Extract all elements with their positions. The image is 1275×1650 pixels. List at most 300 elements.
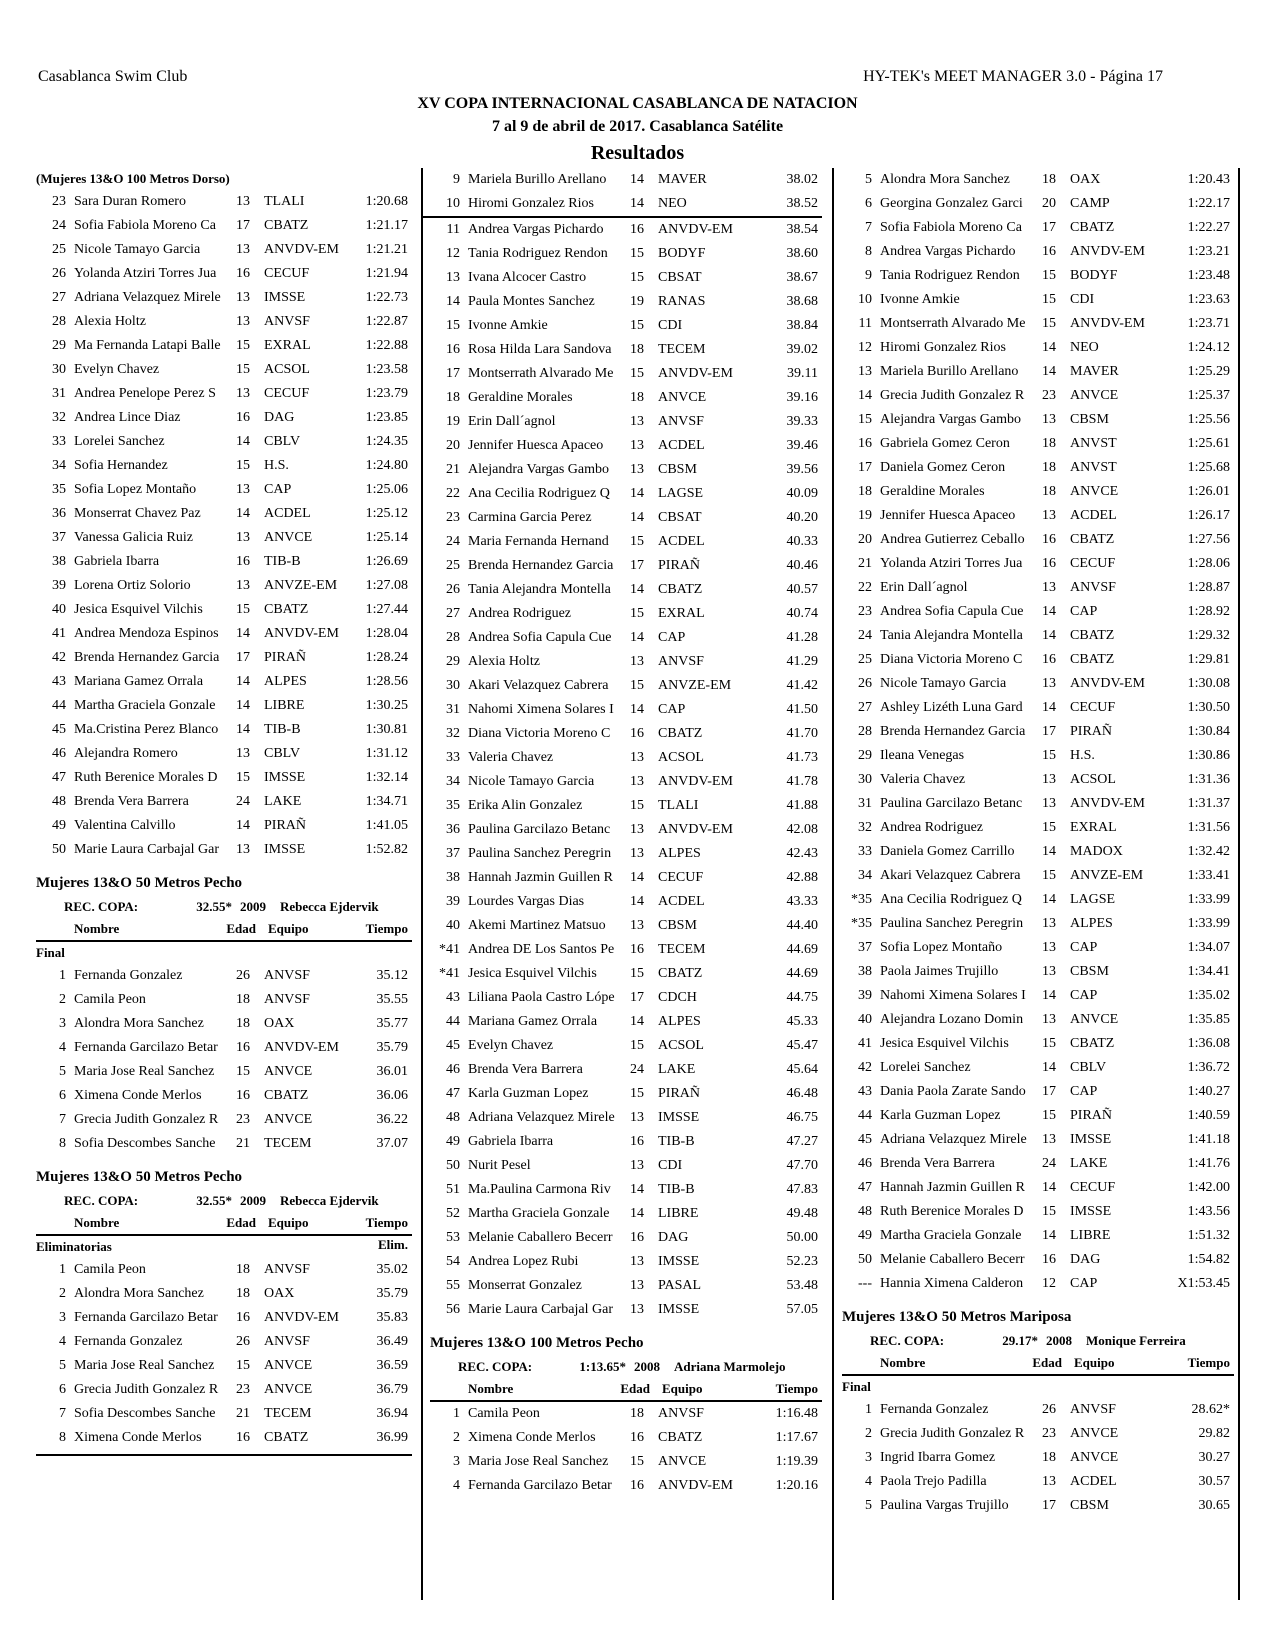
team: ALPES	[658, 1014, 701, 1029]
swimmer-name: Hannia Ximena Calderon	[880, 1276, 1024, 1291]
time: 1:29.81	[1187, 652, 1230, 667]
age: 14	[630, 630, 644, 645]
pecho-100-results-cont	[842, 168, 1234, 1296]
swimmer-name: Melanie Caballero Becerr	[468, 1230, 613, 1245]
age: 18	[1042, 460, 1056, 475]
result-row	[36, 598, 412, 622]
result-row	[842, 936, 1234, 960]
time: 1:52.82	[365, 842, 408, 857]
result-row	[430, 722, 822, 746]
time: 1:42.00	[1187, 1180, 1230, 1195]
age: 13	[630, 1110, 644, 1125]
age: 23	[1042, 1426, 1056, 1441]
swimmer-name: Alejandra Romero	[74, 746, 178, 761]
team: LIBRE	[1070, 1228, 1111, 1243]
team: TIB-B	[264, 554, 301, 569]
place: 52	[446, 1206, 460, 1221]
place: 32	[446, 726, 460, 741]
time: 36.22	[376, 1112, 408, 1127]
age: 13	[630, 438, 644, 453]
dorso-100-results	[36, 190, 412, 862]
time: 40.20	[786, 510, 818, 525]
age: 14	[630, 196, 644, 211]
time: 1:30.81	[365, 722, 408, 737]
team: TLALI	[264, 194, 305, 209]
swimmer-name: Sofia Fabiola Moreno Ca	[880, 220, 1022, 235]
time: 46.75	[786, 1110, 818, 1125]
place: 4	[59, 1040, 66, 1055]
team: ANVDV-EM	[1070, 796, 1145, 811]
team: MAVER	[658, 172, 707, 187]
time: 1:26.17	[1187, 508, 1230, 523]
result-row	[430, 986, 822, 1010]
header-tiempo: Tiempo	[775, 1381, 818, 1396]
column-headers	[36, 918, 412, 942]
place: 46	[52, 746, 66, 761]
team: EXRAL	[264, 338, 311, 353]
age: 16	[630, 942, 644, 957]
team: BODYF	[1070, 268, 1118, 283]
team: ANVDV-EM	[264, 242, 339, 257]
place: 22	[446, 486, 460, 501]
team: BODYF	[658, 246, 706, 261]
swimmer-name: Brenda Hernandez Garcia	[880, 724, 1026, 739]
place: 6	[59, 1382, 66, 1397]
age: 13	[236, 578, 250, 593]
age: 18	[630, 1406, 644, 1421]
time: 41.29	[786, 654, 818, 669]
club-name: Casablanca Swim Club	[38, 68, 188, 85]
place: 15	[446, 318, 460, 333]
age: 20	[1042, 196, 1056, 211]
place: 1	[59, 968, 66, 983]
time: 41.73	[786, 750, 818, 765]
results-column-2	[430, 168, 822, 1498]
age: 21	[236, 1406, 250, 1421]
time: 41.88	[786, 798, 818, 813]
result-row	[430, 362, 822, 386]
place: 14	[858, 388, 872, 403]
time: 40.09	[786, 486, 818, 501]
record-label: REC. COPA:	[64, 899, 139, 914]
age: 17	[1042, 724, 1056, 739]
time: 1:35.02	[1187, 988, 1230, 1003]
result-row	[430, 338, 822, 362]
age: 15	[236, 338, 250, 353]
result-row	[36, 1378, 412, 1402]
result-row	[36, 550, 412, 574]
team: ANVCE	[1070, 1012, 1119, 1027]
result-row	[842, 504, 1234, 528]
age: 14	[630, 870, 644, 885]
time: 1:25.68	[1187, 460, 1230, 475]
result-row	[36, 334, 412, 358]
place: 16	[858, 436, 872, 451]
result-row	[36, 964, 412, 988]
place: 6	[865, 196, 872, 211]
place: 28	[446, 630, 460, 645]
place: 35	[446, 798, 460, 813]
age: 18	[630, 390, 644, 405]
team: ANVDV-EM	[1070, 676, 1145, 691]
team: CBATZ	[264, 218, 309, 233]
age: 16	[630, 222, 644, 237]
swimmer-name: Nurit Pesel	[468, 1158, 531, 1173]
time: 1:25.12	[365, 506, 408, 521]
time: 39.46	[786, 438, 818, 453]
age: 13	[630, 1302, 644, 1317]
age: 24	[1042, 1156, 1056, 1171]
team: ANVDV-EM	[1070, 316, 1145, 331]
place: 27	[858, 700, 872, 715]
result-row	[430, 938, 822, 962]
swimmer-name: Ana Cecilia Rodriguez Q	[468, 486, 610, 501]
result-row	[430, 1274, 822, 1298]
place: 16	[446, 342, 460, 357]
time: 1:27.56	[1187, 532, 1230, 547]
place: 33	[52, 434, 66, 449]
record-holder: Rebecca Ejdervik	[280, 1193, 379, 1208]
age: 13	[1042, 676, 1056, 691]
team: PIRAÑ	[658, 558, 701, 573]
time: 1:22.17	[1187, 196, 1230, 211]
swimmer-name: Paulina Garcilazo Betanc	[468, 822, 611, 837]
team: ANVCE	[658, 390, 707, 405]
swimmer-name: Maria Jose Real Sanchez	[74, 1358, 215, 1373]
swimmer-name: Ivonne Amkie	[468, 318, 548, 333]
team: ANVSF	[264, 968, 310, 983]
result-row	[842, 720, 1234, 744]
swimmer-name: Fernanda Garcilazo Betar	[74, 1310, 218, 1325]
age: 16	[1042, 532, 1056, 547]
place: *41	[439, 942, 460, 957]
software-page-label: HY-TEK's MEET MANAGER 3.0 - Página 17	[863, 68, 1163, 85]
swimmer-name: Grecia Judith Gonzalez R	[880, 388, 1025, 403]
age: 15	[1042, 820, 1056, 835]
place: 49	[446, 1134, 460, 1149]
place: 55	[446, 1278, 460, 1293]
time: 1:34.71	[365, 794, 408, 809]
team: CBATZ	[1070, 628, 1115, 643]
team: LAKE	[658, 1062, 696, 1077]
team: ACDEL	[658, 894, 705, 909]
team: CAP	[1070, 988, 1098, 1003]
place: 31	[52, 386, 66, 401]
time: 1:30.50	[1187, 700, 1230, 715]
time: 1:24.35	[365, 434, 408, 449]
team: ALPES	[658, 846, 701, 861]
age: 16	[630, 1230, 644, 1245]
result-row	[36, 1108, 412, 1132]
place: 29	[52, 338, 66, 353]
result-row	[430, 314, 822, 338]
team: ANVSF	[264, 1334, 310, 1349]
result-row	[36, 574, 412, 598]
result-row	[842, 1224, 1234, 1248]
team: CBSM	[658, 918, 697, 933]
swimmer-name: Tania Rodriguez Rendon	[468, 246, 608, 261]
place: 10	[858, 292, 872, 307]
swimmer-name: Jesica Esquivel Vilchis	[880, 1036, 1009, 1051]
place: 2	[453, 1430, 460, 1445]
result-row	[842, 1470, 1234, 1494]
result-row	[36, 382, 412, 406]
time: 38.02	[786, 172, 818, 187]
result-row	[842, 1176, 1234, 1200]
place: 41	[52, 626, 66, 641]
team: LAGSE	[658, 486, 704, 501]
team: CAP	[1070, 940, 1098, 955]
team: LAKE	[264, 794, 302, 809]
place: 36	[446, 822, 460, 837]
swimmer-name: Brenda Hernandez Garcia	[468, 558, 614, 573]
result-row	[842, 528, 1234, 552]
swimmer-name: Alejandra Vargas Gambo	[880, 412, 1021, 427]
swimmer-name: Montserrath Alvarado Me	[880, 316, 1026, 331]
time: 41.70	[786, 726, 818, 741]
event-title: Mujeres 13&O 100 Metros Pecho	[430, 1335, 644, 1351]
place: 25	[52, 242, 66, 257]
result-row	[430, 1474, 822, 1498]
column-divider-1	[421, 168, 423, 1600]
result-row	[842, 1446, 1234, 1470]
time: 35.02	[376, 1262, 408, 1277]
time: 35.79	[376, 1040, 408, 1055]
result-row	[842, 1200, 1234, 1224]
swimmer-name: Fernanda Gonzalez	[880, 1402, 989, 1417]
age: 17	[630, 990, 644, 1005]
event-title: Mujeres 13&O 50 Metros Pecho	[36, 875, 243, 891]
swimmer-name: Hiromi Gonzalez Rios	[880, 340, 1006, 355]
team: ANVDV-EM	[264, 1040, 339, 1055]
result-row	[842, 1080, 1234, 1104]
place: 38	[446, 870, 460, 885]
place: 32	[52, 410, 66, 425]
result-row	[430, 1226, 822, 1250]
place: 4	[453, 1478, 460, 1493]
result-row	[842, 1056, 1234, 1080]
age: 13	[630, 1254, 644, 1269]
team: ANVZE-EM	[658, 678, 732, 693]
result-row	[36, 1330, 412, 1354]
time: 38.52	[786, 196, 818, 211]
age: 17	[630, 558, 644, 573]
time: 1:36.08	[1187, 1036, 1230, 1051]
swimmer-name: Karla Guzman Lopez	[468, 1086, 589, 1101]
result-row	[430, 1034, 822, 1058]
team: ANVCE	[264, 1358, 313, 1373]
result-row	[430, 674, 822, 698]
age: 15	[1042, 868, 1056, 883]
swimmer-name: Daniela Gomez Carrillo	[880, 844, 1015, 859]
place: 3	[865, 1450, 872, 1465]
swimmer-name: Sofia Descombes Sanche	[74, 1406, 216, 1421]
swimmer-name: Ruth Berenice Morales D	[74, 770, 218, 785]
swimmer-name: Geraldine Morales	[468, 390, 573, 405]
swimmer-name: Maria Jose Real Sanchez	[74, 1064, 215, 1079]
team: CAP	[658, 630, 686, 645]
time: 1:33.41	[1187, 868, 1230, 883]
time: 1:41.76	[1187, 1156, 1230, 1171]
swimmer-name: Paola Jaimes Trujillo	[880, 964, 999, 979]
time: 1:25.61	[1187, 436, 1230, 451]
age: 13	[1042, 940, 1056, 955]
age: 16	[236, 1430, 250, 1445]
event-pecho-50-final	[36, 870, 412, 1156]
record-label: REC. COPA:	[64, 1193, 139, 1208]
age: 16	[1042, 244, 1056, 259]
team: MAVER	[1070, 364, 1119, 379]
place: 5	[59, 1358, 66, 1373]
result-row	[430, 746, 822, 770]
result-row	[430, 410, 822, 434]
age: 14	[236, 506, 250, 521]
place: 9	[865, 268, 872, 283]
team: CBLV	[264, 434, 301, 449]
result-row	[36, 790, 412, 814]
team: CBATZ	[1070, 220, 1115, 235]
age: 15	[630, 1454, 644, 1469]
age: 21	[236, 1136, 250, 1151]
swimmer-name: Mariana Gamez Orrala	[468, 1014, 598, 1029]
place: 2	[59, 1286, 66, 1301]
place: 7	[59, 1406, 66, 1421]
header-tiempo: Tiempo	[1187, 1355, 1230, 1370]
time: 45.33	[786, 1014, 818, 1029]
result-row	[842, 1422, 1234, 1446]
result-row	[430, 698, 822, 722]
place: 19	[446, 414, 460, 429]
swimmer-name: Evelyn Chavez	[468, 1038, 554, 1053]
age: 13	[1042, 1132, 1056, 1147]
age: 15	[630, 318, 644, 333]
age: 18	[630, 342, 644, 357]
team: CDI	[1070, 292, 1095, 307]
age: 14	[1042, 1228, 1056, 1243]
result-row	[842, 888, 1234, 912]
age: 13	[630, 750, 644, 765]
time: 1:22.87	[365, 314, 408, 329]
age: 26	[1042, 1402, 1056, 1417]
result-row	[36, 1402, 412, 1426]
time: 1:26.69	[365, 554, 408, 569]
record-year: 2009	[240, 899, 266, 914]
age: 13	[630, 414, 644, 429]
result-row	[36, 1282, 412, 1306]
record-line	[36, 1190, 412, 1212]
team: CBATZ	[658, 1430, 703, 1445]
result-row	[842, 1248, 1234, 1272]
swimmer-name: Lourdes Vargas Dias	[468, 894, 585, 909]
team: PIRAÑ	[264, 818, 307, 833]
swimmer-name: Geraldine Morales	[880, 484, 985, 499]
team: IMSSE	[658, 1254, 700, 1269]
time: 36.94	[376, 1406, 408, 1421]
age: 17	[236, 650, 250, 665]
place: 26	[858, 676, 872, 691]
swimmer-name: Daniela Gomez Ceron	[880, 460, 1006, 475]
age: 14	[1042, 364, 1056, 379]
time: 39.11	[787, 366, 818, 381]
swimmer-name: Andrea Sofia Capula Cue	[468, 630, 612, 645]
time: 1:26.01	[1187, 484, 1230, 499]
age: 15	[236, 602, 250, 617]
place: 50	[52, 842, 66, 857]
age: 18	[1042, 172, 1056, 187]
time: 1:17.67	[775, 1430, 818, 1445]
record-label: REC. COPA:	[870, 1333, 945, 1348]
team: ANVDV-EM	[264, 626, 339, 641]
time: 57.05	[786, 1302, 818, 1317]
swimmer-name: Fernanda Garcilazo Betar	[74, 1040, 218, 1055]
team: IMSSE	[264, 290, 306, 305]
swimmer-name: Nahomi Ximena Solares I	[880, 988, 1026, 1003]
age: 14	[1042, 628, 1056, 643]
section-title: Resultados	[590, 142, 685, 164]
team: EXRAL	[1070, 820, 1117, 835]
swimmer-name: Mariela Burillo Arellano	[880, 364, 1019, 379]
result-row	[842, 600, 1234, 624]
record-line	[36, 896, 412, 918]
place: 3	[59, 1016, 66, 1031]
team: CBSM	[658, 462, 697, 477]
place: 12	[858, 340, 872, 355]
place: 19	[858, 508, 872, 523]
team: CBATZ	[658, 966, 703, 981]
age: 15	[630, 270, 644, 285]
swimmer-name: Ashley Lizéth Luna Gard	[880, 700, 1023, 715]
swimmer-name: Paulina Sanchez Peregrin	[880, 916, 1024, 931]
time: 1:27.08	[365, 578, 408, 593]
swimmer-name: Martha Graciela Gonzale	[74, 698, 216, 713]
result-row	[430, 266, 822, 290]
place: 12	[446, 246, 460, 261]
time: 1:23.79	[365, 386, 408, 401]
place: 56	[446, 1302, 460, 1317]
result-row	[36, 814, 412, 838]
record-holder: Adriana Marmolejo	[674, 1359, 786, 1374]
time: 35.83	[376, 1310, 408, 1325]
result-row	[842, 432, 1234, 456]
age: 14	[1042, 892, 1056, 907]
swimmer-name: Vanessa Galicia Ruiz	[74, 530, 193, 545]
swimmer-name: Fernanda Gonzalez	[74, 1334, 183, 1349]
time: 1:21.17	[365, 218, 408, 233]
time: 1:33.99	[1187, 916, 1230, 931]
meet-dates: 7 al 9 de abril de 2017. Casablanca Satélite	[491, 118, 784, 135]
team: EXRAL	[658, 606, 705, 621]
age: 18	[236, 1016, 250, 1031]
time: 1:29.32	[1187, 628, 1230, 643]
place: 47	[446, 1086, 460, 1101]
place: 14	[446, 294, 460, 309]
swimmer-name: Monserrat Gonzalez	[468, 1278, 582, 1293]
result-row	[842, 816, 1234, 840]
time: 38.54	[786, 222, 818, 237]
time: 1:16.48	[775, 1406, 818, 1421]
swimmer-name: Fernanda Garcilazo Betar	[468, 1478, 612, 1493]
time: 1:20.16	[775, 1478, 818, 1493]
age: 18	[1042, 484, 1056, 499]
team: CAMP	[1070, 196, 1110, 211]
swimmer-name: Diana Victoria Moreno C	[468, 726, 611, 741]
record-time: 32.55*	[196, 899, 232, 914]
place: 24	[446, 534, 460, 549]
team: ANVCE	[1070, 1450, 1119, 1465]
team: CECUF	[1070, 1180, 1116, 1195]
team: ANVCE	[1070, 1426, 1119, 1441]
team: TIB-B	[658, 1134, 695, 1149]
